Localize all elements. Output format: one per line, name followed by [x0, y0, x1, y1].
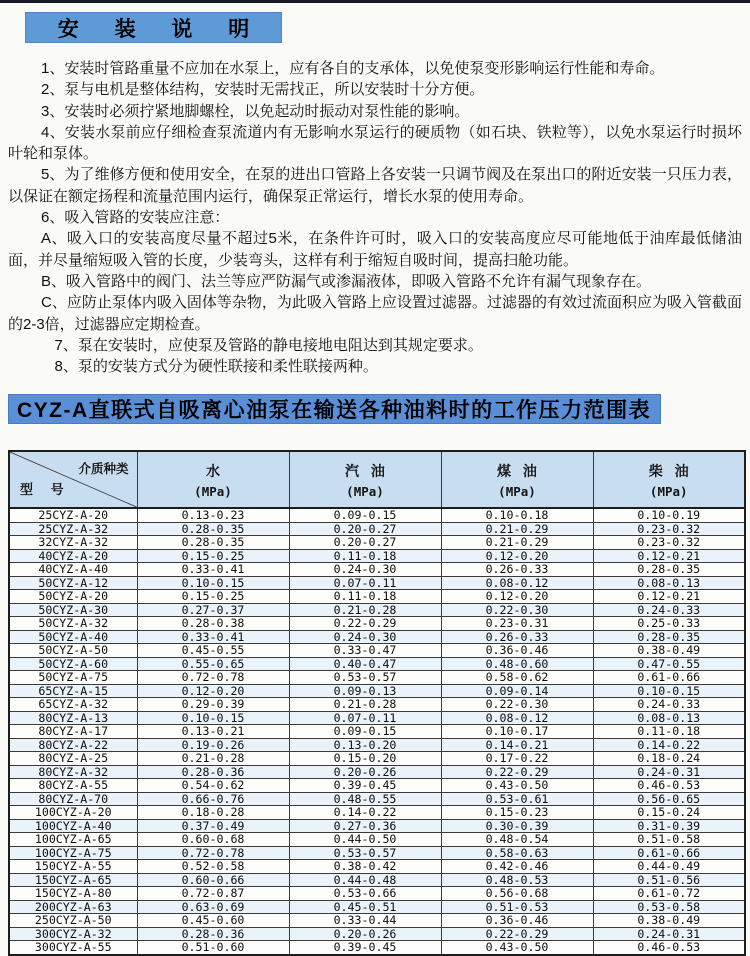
- gasoline-cell: 0.45-0.51: [289, 900, 441, 914]
- model-cell: 300CYZ-A-32: [9, 927, 137, 941]
- water-cell: 0.10-0.15: [137, 711, 289, 725]
- model-cell: 150CYZ-A-80: [9, 887, 137, 901]
- water-cell: 0.52-0.58: [137, 860, 289, 874]
- kerosene-cell: 0.30-0.39: [441, 819, 593, 833]
- water-cell: 0.13-0.21: [137, 725, 289, 739]
- diesel-cell: 0.51-0.58: [593, 833, 745, 847]
- model-cell: 25CYZ-A-20: [9, 508, 137, 522]
- table-row: [9, 738, 745, 752]
- gasoline-cell: 0.53-0.57: [289, 846, 441, 860]
- model-cell: 100CYZ-A-65: [9, 833, 137, 847]
- pressure-range-table: [8, 450, 746, 956]
- gasoline-cell: 0.09-0.15: [289, 508, 441, 522]
- model-cell: 80CYZ-A-70: [9, 792, 137, 806]
- gasoline-cell: 0.24-0.30: [289, 563, 441, 577]
- model-cell: 50CYZ-A-32: [9, 617, 137, 631]
- table-row: [9, 549, 745, 563]
- diesel-cell: 0.15-0.24: [593, 806, 745, 820]
- gasoline-cell: 0.20-0.27: [289, 536, 441, 550]
- column-header-water: 水 (MPa): [137, 451, 289, 508]
- table-row: [9, 846, 745, 860]
- table-row: [9, 765, 745, 779]
- diesel-cell: 0.12-0.21: [593, 590, 745, 604]
- model-cell: 200CYZ-A-63: [9, 900, 137, 914]
- table-body: [9, 508, 745, 955]
- kerosene-cell: 0.36-0.46: [441, 644, 593, 658]
- model-cell: 80CYZ-A-32: [9, 765, 137, 779]
- kerosene-cell: 0.12-0.20: [441, 590, 593, 604]
- kerosene-cell: 0.23-0.31: [441, 617, 593, 631]
- corner-label-medium-type: 介质种类: [78, 462, 129, 477]
- table-row: [9, 900, 745, 914]
- table-row: [9, 630, 745, 644]
- kerosene-cell: 0.08-0.12: [441, 711, 593, 725]
- water-cell: 0.29-0.39: [137, 698, 289, 712]
- table-row: [9, 833, 745, 847]
- table-row: [9, 563, 745, 577]
- model-cell: 80CYZ-A-55: [9, 779, 137, 793]
- model-cell: 300CYZ-A-55: [9, 941, 137, 955]
- water-cell: 0.21-0.28: [137, 752, 289, 766]
- instruction-paragraph: 5、为了维修方便和使用安全，在泵的进出口管路上各安装一只调节阀及在泵出口的附近安装一只压力表，以保证在额定扬程和流量范围内运行，确保泵正常运行，增长水泵的使用寿命。: [8, 166, 742, 205]
- diesel-cell: 0.24-0.31: [593, 765, 745, 779]
- gasoline-cell: 0.07-0.11: [289, 576, 441, 590]
- table-row: [9, 752, 745, 766]
- kerosene-cell: 0.22-0.30: [441, 603, 593, 617]
- table-row: [9, 806, 745, 820]
- table-row: [9, 927, 745, 941]
- diesel-cell: 0.25-0.33: [593, 617, 745, 631]
- section-title: 安 装 说 明: [57, 17, 265, 41]
- model-cell: 50CYZ-A-50: [9, 644, 137, 658]
- diesel-cell: 0.24-0.31: [593, 927, 745, 941]
- diesel-cell: 0.23-0.32: [593, 536, 745, 550]
- water-cell: 0.60-0.66: [137, 873, 289, 887]
- diesel-cell: 0.28-0.35: [593, 630, 745, 644]
- table-row: [9, 617, 745, 631]
- water-cell: 0.72-0.87: [137, 887, 289, 901]
- water-cell: 0.19-0.26: [137, 738, 289, 752]
- diesel-cell: 0.51-0.56: [593, 873, 745, 887]
- diesel-cell: 0.44-0.49: [593, 860, 745, 874]
- gasoline-cell: 0.48-0.55: [289, 792, 441, 806]
- kerosene-cell: 0.53-0.61: [441, 792, 593, 806]
- kerosene-cell: 0.12-0.20: [441, 549, 593, 563]
- diesel-cell: 0.18-0.24: [593, 752, 745, 766]
- table-row: [9, 887, 745, 901]
- water-cell: 0.28-0.35: [137, 522, 289, 536]
- water-cell: 0.66-0.76: [137, 792, 289, 806]
- model-cell: 150CYZ-A-65: [9, 873, 137, 887]
- kerosene-cell: 0.21-0.29: [441, 522, 593, 536]
- gasoline-cell: 0.39-0.45: [289, 941, 441, 955]
- kerosene-cell: 0.43-0.50: [441, 941, 593, 955]
- gasoline-cell: 0.07-0.11: [289, 711, 441, 725]
- diesel-cell: 0.23-0.32: [593, 522, 745, 536]
- table-row: [9, 522, 745, 536]
- gasoline-cell: 0.53-0.57: [289, 671, 441, 685]
- model-cell: 50CYZ-A-12: [9, 576, 137, 590]
- kerosene-cell: 0.51-0.53: [441, 900, 593, 914]
- model-cell: 80CYZ-A-13: [9, 711, 137, 725]
- model-cell: 25CYZ-A-32: [9, 522, 137, 536]
- table-row: [9, 603, 745, 617]
- table-row: [9, 725, 745, 739]
- model-cell: 50CYZ-A-20: [9, 590, 137, 604]
- model-cell: 50CYZ-A-40: [9, 630, 137, 644]
- kerosene-cell: 0.10-0.18: [441, 508, 593, 522]
- kerosene-cell: 0.10-0.17: [441, 725, 593, 739]
- kerosene-cell: 0.48-0.54: [441, 833, 593, 847]
- kerosene-cell: 0.56-0.68: [441, 887, 593, 901]
- kerosene-cell: 0.22-0.29: [441, 927, 593, 941]
- water-cell: 0.28-0.36: [137, 765, 289, 779]
- kerosene-cell: 0.15-0.23: [441, 806, 593, 820]
- diesel-cell: 0.38-0.49: [593, 914, 745, 928]
- kerosene-cell: 0.36-0.46: [441, 914, 593, 928]
- model-cell: 150CYZ-A-55: [9, 860, 137, 874]
- gasoline-cell: 0.33-0.44: [289, 914, 441, 928]
- column-header-kerosene: 煤 油 (MPa): [441, 451, 593, 508]
- kerosene-cell: 0.17-0.22: [441, 752, 593, 766]
- diesel-cell: 0.53-0.58: [593, 900, 745, 914]
- kerosene-cell: 0.21-0.29: [441, 536, 593, 550]
- gasoline-cell: 0.40-0.47: [289, 657, 441, 671]
- table-row: [9, 684, 745, 698]
- kerosene-cell: 0.58-0.62: [441, 671, 593, 685]
- installation-instructions: [8, 58, 742, 377]
- diesel-cell: 0.08-0.13: [593, 576, 745, 590]
- table-row: [9, 914, 745, 928]
- model-cell: 250CYZ-A-50: [9, 914, 137, 928]
- gasoline-cell: 0.24-0.30: [289, 630, 441, 644]
- diesel-cell: 0.46-0.53: [593, 779, 745, 793]
- kerosene-cell: 0.26-0.33: [441, 630, 593, 644]
- diesel-cell: 0.56-0.65: [593, 792, 745, 806]
- gasoline-cell: 0.11-0.18: [289, 590, 441, 604]
- gasoline-cell: 0.39-0.45: [289, 779, 441, 793]
- water-cell: 0.27-0.37: [137, 603, 289, 617]
- top-border-strip: [0, 0, 750, 3]
- gasoline-cell: 0.20-0.26: [289, 765, 441, 779]
- diesel-cell: 0.24-0.33: [593, 698, 745, 712]
- kerosene-cell: 0.09-0.14: [441, 684, 593, 698]
- gasoline-cell: 0.11-0.18: [289, 549, 441, 563]
- diesel-cell: 0.61-0.72: [593, 887, 745, 901]
- model-cell: 80CYZ-A-25: [9, 752, 137, 766]
- kerosene-cell: 0.14-0.21: [441, 738, 593, 752]
- gasoline-cell: 0.33-0.47: [289, 644, 441, 658]
- instruction-paragraph: A、吸入口的安装高度尽量不超过5米，在条件许可时，吸入口的安装高度应尽可能地低于油库最低储油面，并尽量缩短吸入管的长度，少装弯头，这样有利于缩短自吸时间，提高扫舱功能。: [8, 230, 742, 269]
- gasoline-cell: 0.22-0.29: [289, 617, 441, 631]
- gasoline-cell: 0.38-0.42: [289, 860, 441, 874]
- table-row: [9, 590, 745, 604]
- table-row: [9, 657, 745, 671]
- water-cell: 0.15-0.25: [137, 549, 289, 563]
- diesel-cell: 0.24-0.33: [593, 603, 745, 617]
- diesel-cell: 0.11-0.18: [593, 725, 745, 739]
- kerosene-cell: 0.58-0.63: [441, 846, 593, 860]
- model-cell: 80CYZ-A-22: [9, 738, 137, 752]
- diesel-cell: 0.47-0.55: [593, 657, 745, 671]
- diesel-cell: 0.10-0.15: [593, 684, 745, 698]
- model-cell: 32CYZ-A-32: [9, 536, 137, 550]
- diesel-cell: 0.08-0.13: [593, 711, 745, 725]
- gasoline-cell: 0.27-0.36: [289, 819, 441, 833]
- table-row: [9, 508, 745, 522]
- water-cell: 0.10-0.15: [137, 576, 289, 590]
- gasoline-cell: 0.21-0.28: [289, 603, 441, 617]
- gasoline-cell: 0.53-0.66: [289, 887, 441, 901]
- model-cell: 50CYZ-A-75: [9, 671, 137, 685]
- water-cell: 0.45-0.60: [137, 914, 289, 928]
- column-header-gasoline: 汽 油 (MPa): [289, 451, 441, 508]
- instruction-paragraph: 1、安装时管路重量不应加在水泵上，应有各自的支承体，以免使泵变形影响运行性能和寿命。: [41, 60, 665, 77]
- corner-header-cell: [9, 451, 137, 508]
- kerosene-cell: 0.42-0.46: [441, 860, 593, 874]
- table-row: [9, 711, 745, 725]
- diesel-cell: 0.28-0.35: [593, 563, 745, 577]
- water-cell: 0.28-0.36: [137, 927, 289, 941]
- model-cell: 50CYZ-A-30: [9, 603, 137, 617]
- water-cell: 0.13-0.23: [137, 508, 289, 522]
- kerosene-cell: 0.22-0.29: [441, 765, 593, 779]
- water-cell: 0.54-0.62: [137, 779, 289, 793]
- gasoline-cell: 0.44-0.48: [289, 873, 441, 887]
- water-cell: 0.63-0.69: [137, 900, 289, 914]
- gasoline-cell: 0.20-0.27: [289, 522, 441, 536]
- water-cell: 0.37-0.49: [137, 819, 289, 833]
- section-title-bar: [25, 12, 282, 43]
- table-row: [9, 941, 745, 955]
- diesel-cell: 0.31-0.39: [593, 819, 745, 833]
- model-cell: 65CYZ-A-32: [9, 698, 137, 712]
- instruction-paragraph: 3、安装时必须拧紧地脚螺栓，以免起动时振动对泵性能的影响。: [41, 102, 470, 120]
- kerosene-cell: 0.48-0.60: [441, 657, 593, 671]
- kerosene-cell: 0.08-0.12: [441, 576, 593, 590]
- instruction-paragraph: 7、泵在安装时，应使泵及管路的静电接地电阻达到其规定要求。: [54, 336, 483, 354]
- water-cell: 0.15-0.25: [137, 590, 289, 604]
- model-cell: 50CYZ-A-60: [9, 657, 137, 671]
- model-cell: 65CYZ-A-15: [9, 684, 137, 698]
- diesel-cell: 0.46-0.53: [593, 941, 745, 955]
- table-row: [9, 860, 745, 874]
- gasoline-cell: 0.09-0.15: [289, 725, 441, 739]
- kerosene-cell: 0.22-0.30: [441, 698, 593, 712]
- gasoline-cell: 0.14-0.22: [289, 806, 441, 820]
- water-cell: 0.51-0.60: [137, 941, 289, 955]
- water-cell: 0.28-0.35: [137, 536, 289, 550]
- water-cell: 0.18-0.28: [137, 806, 289, 820]
- table-row: [9, 644, 745, 658]
- instruction-paragraph: B、吸入管路中的阀门、法兰等应严防漏气或渗漏液体，即吸入管路不允许有漏气现象存在。: [41, 272, 652, 290]
- water-cell: 0.72-0.78: [137, 846, 289, 860]
- water-cell: 0.33-0.41: [137, 563, 289, 577]
- gasoline-cell: 0.15-0.20: [289, 752, 441, 766]
- model-cell: 100CYZ-A-75: [9, 846, 137, 860]
- pressure-table-title: CYZ-A直联式自吸离心油泵在输送各种油料时的工作压力范围表: [17, 399, 652, 423]
- water-cell: 0.45-0.55: [137, 644, 289, 658]
- water-cell: 0.72-0.78: [137, 671, 289, 685]
- kerosene-cell: 0.48-0.53: [441, 873, 593, 887]
- table-row: [9, 671, 745, 685]
- water-cell: 0.60-0.68: [137, 833, 289, 847]
- water-cell: 0.55-0.65: [137, 657, 289, 671]
- column-header-diesel: 柴 油 (MPa): [593, 451, 745, 508]
- water-cell: 0.33-0.41: [137, 630, 289, 644]
- model-cell: 40CYZ-A-20: [9, 549, 137, 563]
- table-header: [9, 451, 745, 508]
- table-row: [9, 576, 745, 590]
- gasoline-cell: 0.13-0.20: [289, 738, 441, 752]
- diesel-cell: 0.61-0.66: [593, 846, 745, 860]
- corner-label-model: 型 号: [20, 482, 71, 498]
- diesel-cell: 0.12-0.21: [593, 549, 745, 563]
- header-row: [9, 451, 745, 508]
- water-cell: 0.12-0.20: [137, 684, 289, 698]
- table-row: [9, 779, 745, 793]
- kerosene-cell: 0.43-0.50: [441, 779, 593, 793]
- diesel-cell: 0.14-0.22: [593, 738, 745, 752]
- diesel-cell: 0.10-0.19: [593, 508, 745, 522]
- gasoline-cell: 0.21-0.28: [289, 698, 441, 712]
- gasoline-cell: 0.09-0.13: [289, 684, 441, 698]
- instruction-paragraph: C、应防止泵体内吸入固体等杂物，为此吸入管路上应设置过滤器。过滤器的有效过流面积应为吸入管截面的2-3倍，过滤器应定期检查。: [8, 294, 742, 333]
- gasoline-cell: 0.44-0.50: [289, 833, 441, 847]
- model-cell: 80CYZ-A-17: [9, 725, 137, 739]
- table-row: [9, 792, 745, 806]
- table-row: [9, 698, 745, 712]
- instruction-paragraph: 4、安装水泵前应仔细检查泵流道内有无影响水泵运行的硬质物（如石块、铁粒等），以免水泵运行时损坏叶轮和泵体。: [8, 123, 742, 163]
- model-cell: 40CYZ-A-40: [9, 563, 137, 577]
- water-cell: 0.28-0.38: [137, 617, 289, 631]
- instruction-paragraph: 6、吸入管路的安装应注意：: [41, 209, 230, 227]
- diesel-cell: 0.61-0.66: [593, 671, 745, 685]
- pressure-table-banner: [8, 394, 661, 424]
- model-cell: 100CYZ-A-40: [9, 819, 137, 833]
- instruction-paragraph: 2、泵与电机是整体结构，安装时无需找正，所以安装时十分方便。: [41, 81, 485, 99]
- model-cell: 100CYZ-A-20: [9, 806, 137, 820]
- gasoline-cell: 0.20-0.26: [289, 927, 441, 941]
- diesel-cell: 0.38-0.49: [593, 644, 745, 658]
- kerosene-cell: 0.26-0.33: [441, 563, 593, 577]
- table-row: [9, 873, 745, 887]
- table-row: [9, 819, 745, 833]
- instruction-paragraph: 8、泵的安装方式分为硬性联接和柔性联接两种。: [54, 358, 378, 376]
- table-row: [9, 536, 745, 550]
